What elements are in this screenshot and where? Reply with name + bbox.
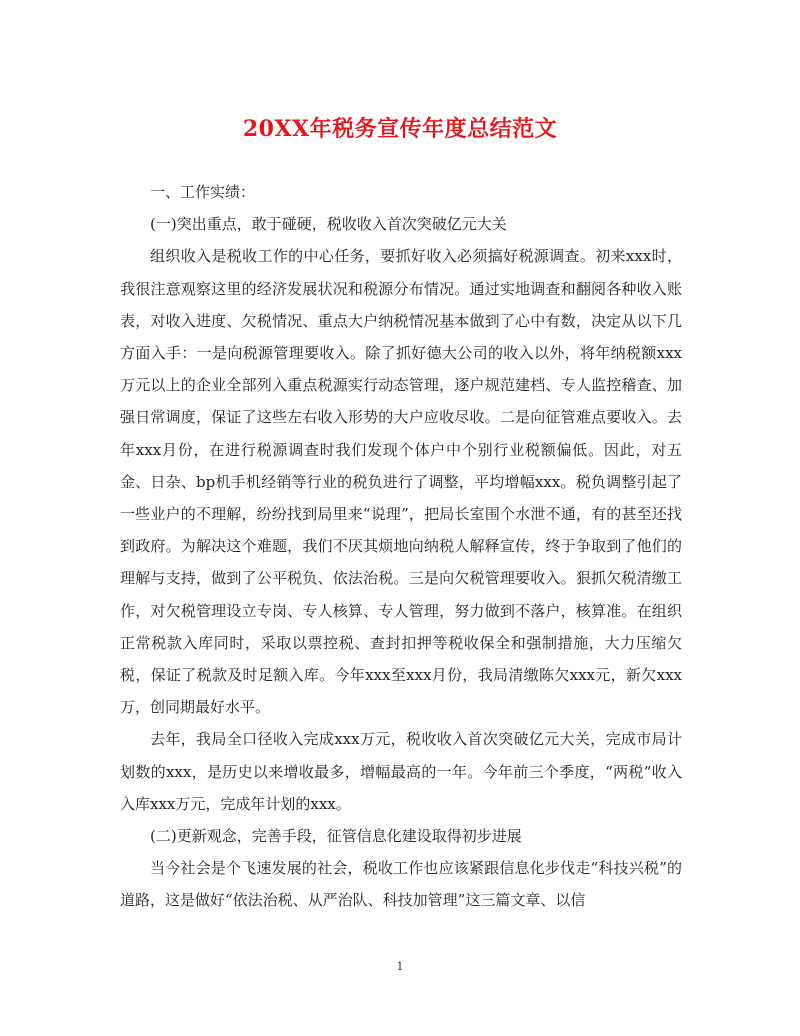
body-paragraph: 当今社会是个飞速发展的社会，税收工作也应该紧跟信息化步伐走“科技兴税”的道路，这是做好“依法治税、从严治队、科技加管理”这三篇文章、以信 (120, 859, 682, 910)
subsection-heading: (一)突出重点，敢于碰硬，税收收入首次突破亿元大关 (150, 215, 507, 234)
page-number: 1 (396, 960, 404, 973)
document-body (120, 176, 682, 917)
subsection-heading: (二)更新观念，完善手段，征管信息化建设取得初步进展 (150, 827, 522, 846)
body-paragraph: 组织收入是税收工作的中心任务，要抓好收入必须搞好税源调查。初来xxx时，我很注意观察这里的经济发展状况和税源分布情况。通过实地调查和翻阅各种收入账表，对收入进度、欠税情况、重点大户纳税情况基本做到了心中有数，决定从以下几方面入手：一是向税源管理要收入。除了抓好德大公司的收入以外，将年纳税额xxx万元以上的企业全部列入重点税源实行动态管理，逐户规范建档、专人监控稽查、加强日常调度，保证了这些左右收入形势的大户应收尽收。二是向征管难点要收入。去年xxx月份，在进行税源调查时我们发现个体户中个别行业税额偏低。因此，对五金、日杂、bp机手机经销等行业的税负进行了调整，平均增幅xxx。税负调整引起了一些业户的不理解，纷纷找到局里来“说理”，把局长室围个水泄不通，有的甚至还找到政府。为解决这个难题，我们不厌其烦地向纳税人解释宣传，终于争取到了他们的理解与支持，做到了公平税负、依法治税。三是向欠税管理要收入。狠抓欠税清缴工作，对欠税管理设立专岗、专人核算、专人管理，努力做到不落户，核算准。在组织正常税款入库同时，采取以票控税、查封扣押等税收保全和强制措施，大力压缩欠税，保证了税款及时足额入库。今年xxx至xxx月份，我局清缴陈欠xxx元，新欠xxx万，创同期最好水平。 (120, 247, 682, 717)
body-paragraph: 去年，我局全口径收入完成xxx万元，税收收入首次突破亿元大关，完成市局计划数的xxx，是历史以来增收最多，增幅最高的一年。今年前三个季度，“两税”收入入库xxx万元，完成年计划的xxx。 (120, 730, 682, 813)
document-title: 20XX年税务宣传年度总结范文 (242, 116, 558, 142)
section-heading: 一、工作实绩： (150, 183, 256, 201)
